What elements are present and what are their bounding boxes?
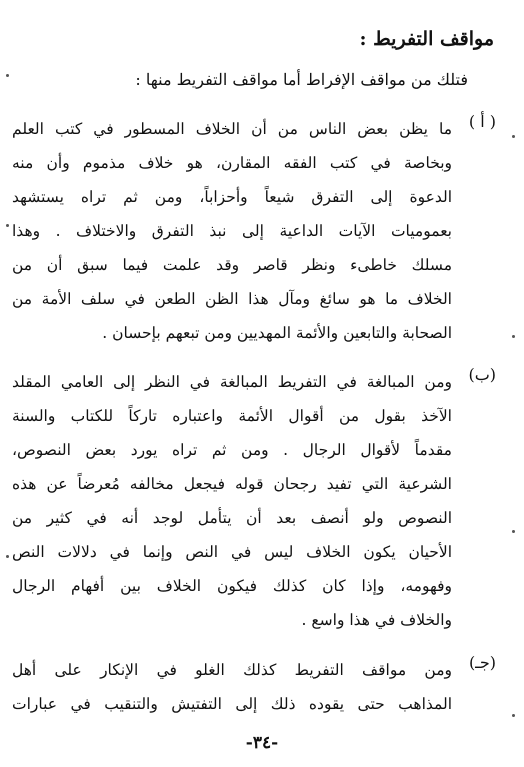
scan-speck <box>6 555 9 558</box>
item-b-text <box>12 365 452 637</box>
text-line: الشرعية التي تفيد رجحان قوله فيجعل مخالفه مُعرضاً عن هذه <box>12 475 452 493</box>
scan-speck <box>512 135 515 138</box>
text-line: الأحيان يكون الخلاف ليس في النص وإنما في دلالات النص <box>12 543 452 561</box>
scan-speck <box>6 224 9 227</box>
page-number: -٣٤- <box>245 733 279 753</box>
text-line: النصوص ولو أنصف بعد أن يتأمل لوجد أنه في كثير من <box>12 509 452 527</box>
text-line: والخلاف في هذا واسع . <box>301 611 452 629</box>
text-line: ومن مواقف التفريط كذلك الغلو في الإنكار على أهل <box>12 661 452 679</box>
item-marker-b: (ب) <box>468 365 496 384</box>
text-line: المذاهب حتى يقوده ذلك إلى التفتيش والتنقيب في عبارات <box>12 695 452 713</box>
text-line: الصحابة والتابعين والأئمة المهديين ومن تبعهم بإحسان . <box>102 324 452 342</box>
section-heading: مواقف التفريط : <box>359 28 494 50</box>
scan-speck <box>512 530 515 533</box>
text-line: ما يظن بعض الناس من أن الخلاف المسطور في كتب العلم <box>12 120 452 138</box>
text-line: وفهومه، وإذا كان كذلك فيكون الخلاف بين أفهام الرجال <box>12 577 452 595</box>
scan-speck <box>512 335 515 338</box>
item-marker-a: ( أ ) <box>468 112 496 131</box>
text-line: وبخاصة في كتب الفقه المقارن، هو خلاف مذموم وأن منه <box>12 154 452 172</box>
item-marker-c: (جـ) <box>468 653 496 672</box>
item-a-text <box>12 112 452 350</box>
text-line: ومن المبالغة في التفريط المبالغة في النظر إلى العامي المقلد <box>12 373 452 391</box>
text-line: بعموميات الآيات الداعية إلى نبذ التفرق والاختلاف . وهذا <box>12 222 452 240</box>
text-line: مقدماً لأقوال الرجال . ومن ثم تراه يورد بعض النصوص، <box>12 441 452 459</box>
intro-paragraph: فتلك من مواقف الإفراط أما مواقف التفريط منها : <box>135 70 468 89</box>
scan-speck <box>512 714 515 717</box>
scan-speck <box>6 74 9 77</box>
text-line: الدعوة إلى التفرق شيعاً وأحزاباً، ومن ثم تراه يستشهد <box>12 188 452 206</box>
item-c-text <box>12 653 452 721</box>
text-line: الخلاف ما هو سائغ ومآل هذا الظن الطعن في سلف الأمة من <box>12 290 452 308</box>
text-line: الآخذ بقول من أقوال الأئمة واعتباره تاركاً للكتاب والسنة <box>12 407 452 425</box>
text-line: مسلك خاطىء ونظر قاصر وقد علمت فيما سبق أن من <box>12 256 452 274</box>
